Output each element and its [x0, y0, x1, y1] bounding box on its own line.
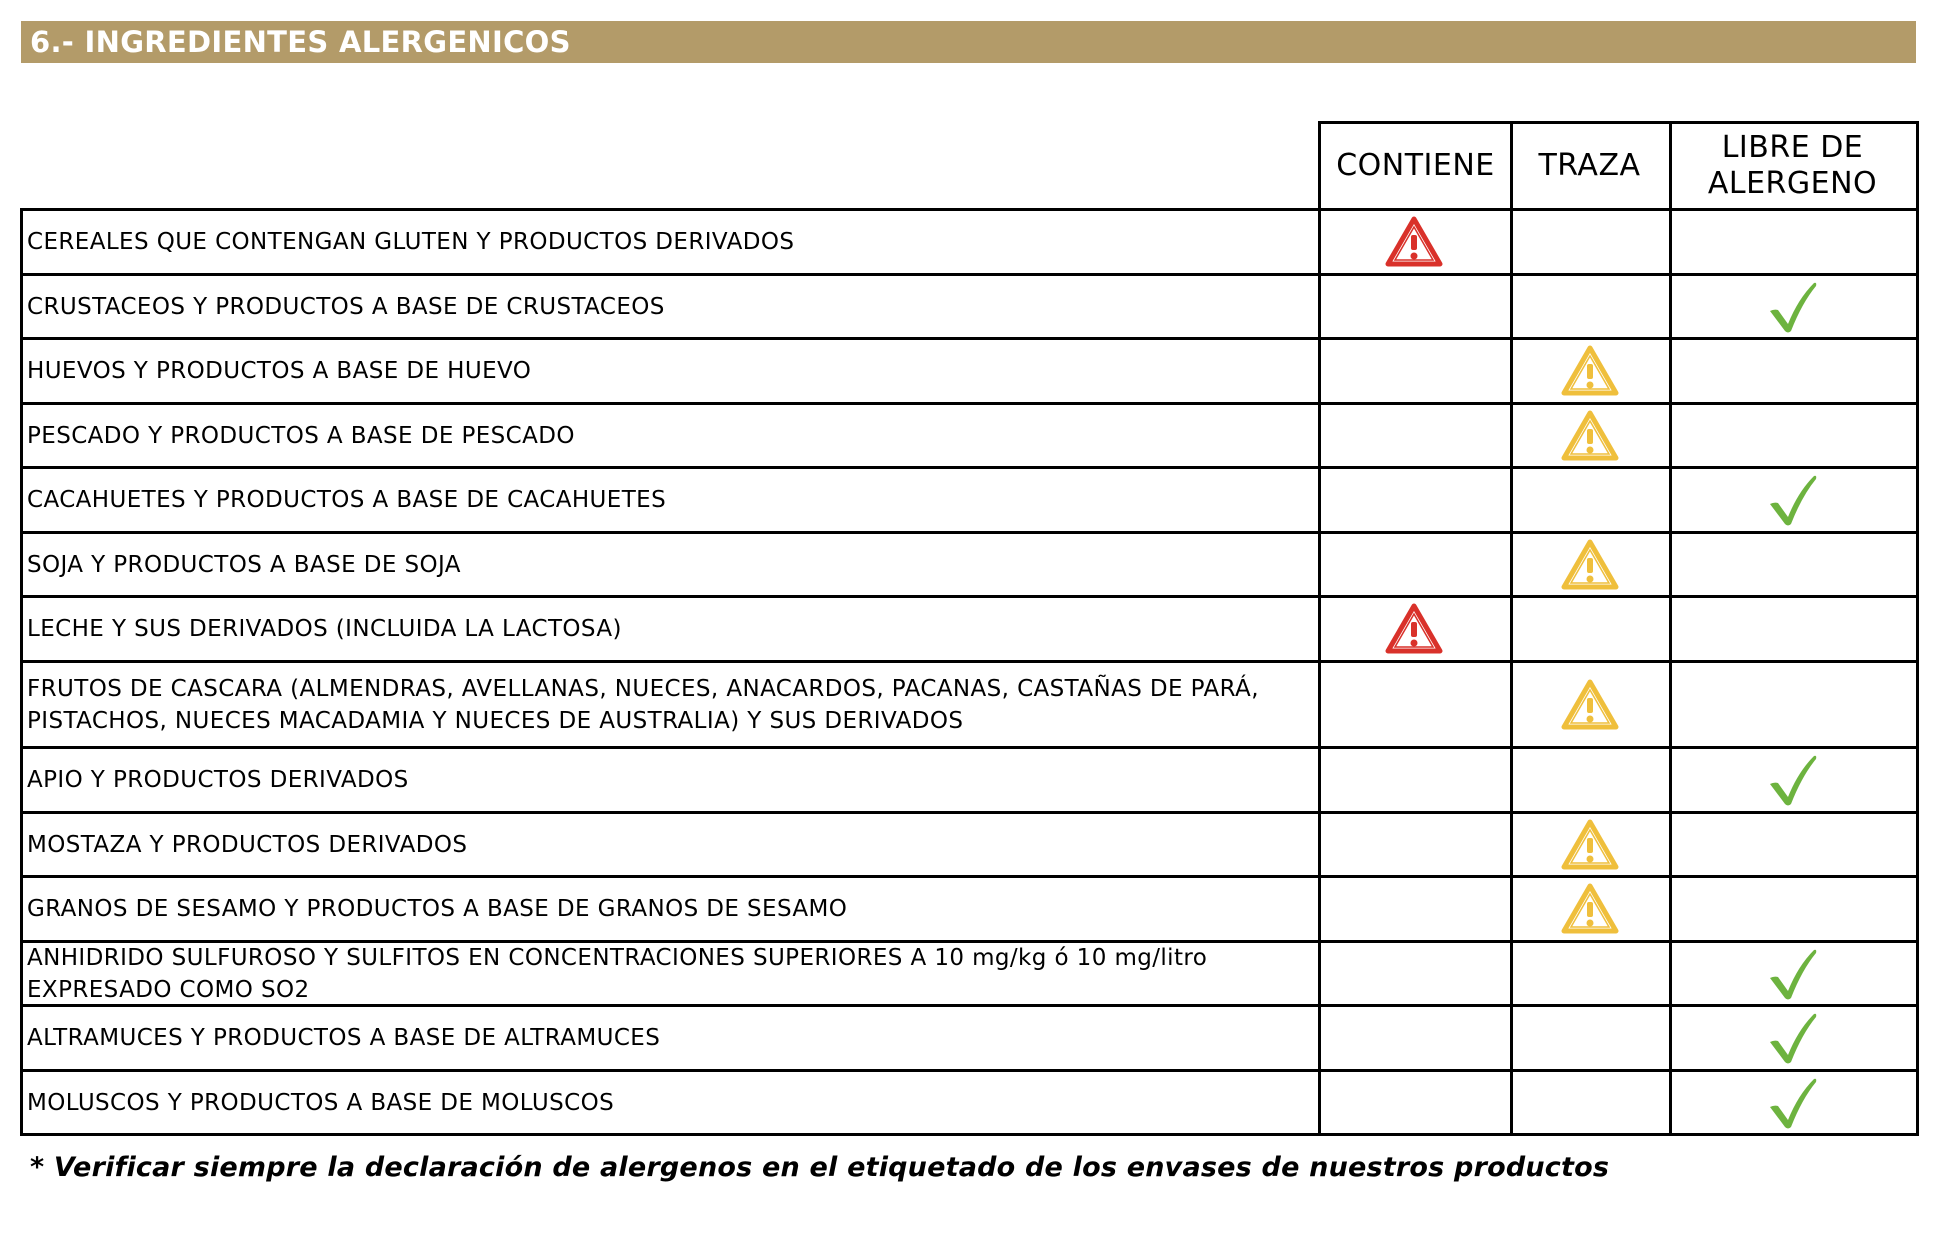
status-cell-traza — [1510, 276, 1672, 340]
allergen-label: FRUTOS DE CASCARA (ALMENDRAS, AVELLANAS, NUECES, ANACARDOS, PACANAS, CASTAÑAS DE PARÁ, PISTACHOS, NUECES MACADAMIA Y NUECES DE AUSTRALIA) Y SUS DERIVADOS — [20, 663, 1321, 749]
warning-yellow-icon — [1559, 408, 1621, 464]
status-cell-libre — [1669, 749, 1919, 814]
checkmark-icon — [1766, 279, 1820, 335]
status-cell-libre — [1669, 814, 1919, 878]
warning-red-icon — [1383, 214, 1445, 270]
checkmark-icon — [1766, 946, 1820, 1002]
status-cell-traza — [1510, 598, 1672, 663]
status-cell-contiene — [1318, 340, 1513, 405]
status-cell-traza — [1510, 340, 1672, 405]
status-cell-contiene — [1318, 1007, 1513, 1072]
status-cell-libre — [1669, 534, 1919, 598]
allergen-label: CACAHUETES Y PRODUCTOS A BASE DE CACAHUETES — [20, 469, 1321, 534]
status-cell-traza — [1510, 749, 1672, 814]
checkmark-icon — [1766, 1010, 1820, 1066]
status-cell-traza — [1510, 663, 1672, 749]
status-cell-traza — [1510, 208, 1672, 276]
status-cell-libre — [1669, 276, 1919, 340]
warning-yellow-icon — [1559, 817, 1621, 873]
status-cell-traza — [1510, 814, 1672, 878]
status-cell-libre — [1669, 598, 1919, 663]
status-cell-traza — [1510, 878, 1672, 943]
checkmark-icon — [1766, 1075, 1820, 1131]
allergen-label: SOJA Y PRODUCTOS A BASE DE SOJA — [20, 534, 1321, 598]
status-cell-libre — [1669, 943, 1919, 1007]
warning-red-icon — [1383, 601, 1445, 657]
status-cell-contiene — [1318, 598, 1513, 663]
allergen-label: LECHE Y SUS DERIVADOS (INCLUIDA LA LACTOSA) — [20, 598, 1321, 663]
status-cell-contiene — [1318, 814, 1513, 878]
allergen-label: HUEVOS Y PRODUCTOS A BASE DE HUEVO — [20, 340, 1321, 405]
status-cell-libre — [1669, 405, 1919, 469]
status-cell-libre — [1669, 208, 1919, 276]
status-cell-libre — [1669, 1007, 1919, 1072]
status-cell-traza — [1510, 1072, 1672, 1136]
allergen-label: CRUSTACEOS Y PRODUCTOS A BASE DE CRUSTACEOS — [20, 276, 1321, 340]
allergen-label: MOLUSCOS Y PRODUCTOS A BASE DE MOLUSCOS — [20, 1072, 1321, 1136]
allergen-label: ANHIDRIDO SULFUROSO Y SULFITOS EN CONCENTRACIONES SUPERIORES A 10 mg/kg ó 10 mg/litro EXPRESADO COMO SO2 — [20, 943, 1321, 1007]
status-cell-traza — [1510, 943, 1672, 1007]
allergen-label: CEREALES QUE CONTENGAN GLUTEN Y PRODUCTOS DERIVADOS — [20, 208, 1321, 276]
allergen-label: MOSTAZA Y PRODUCTOS DERIVADOS — [20, 814, 1321, 878]
allergen-label: APIO Y PRODUCTOS DERIVADOS — [20, 749, 1321, 814]
status-cell-contiene — [1318, 749, 1513, 814]
status-cell-libre — [1669, 340, 1919, 405]
allergen-label: GRANOS DE SESAMO Y PRODUCTOS A BASE DE GRANOS DE SESAMO — [20, 878, 1321, 943]
header-libre: LIBRE DE ALERGENO — [1669, 121, 1919, 211]
status-cell-contiene — [1318, 534, 1513, 598]
allergen-label: ALTRAMUCES Y PRODUCTOS A BASE DE ALTRAMUCES — [20, 1007, 1321, 1072]
warning-yellow-icon — [1559, 537, 1621, 593]
footnote: * Verificar siempre la declaración de alergenos en el etiquetado de los envases de nuestros productos — [30, 1152, 1610, 1183]
status-cell-libre — [1669, 878, 1919, 943]
status-cell-contiene — [1318, 208, 1513, 276]
checkmark-icon — [1766, 752, 1820, 808]
status-cell-traza — [1510, 405, 1672, 469]
status-cell-contiene — [1318, 276, 1513, 340]
status-cell-contiene — [1318, 663, 1513, 749]
status-cell-contiene — [1318, 1072, 1513, 1136]
status-cell-traza — [1510, 1007, 1672, 1072]
status-cell-libre — [1669, 663, 1919, 749]
status-cell-contiene — [1318, 469, 1513, 534]
warning-yellow-icon — [1559, 343, 1621, 399]
status-cell-contiene — [1318, 878, 1513, 943]
allergen-label: PESCADO Y PRODUCTOS A BASE DE PESCADO — [20, 405, 1321, 469]
status-cell-libre — [1669, 469, 1919, 534]
section-title: 6.- INGREDIENTES ALERGENICOS — [30, 25, 571, 59]
warning-yellow-icon — [1559, 677, 1621, 733]
warning-yellow-icon — [1559, 881, 1621, 937]
status-cell-traza — [1510, 534, 1672, 598]
status-cell-traza — [1510, 469, 1672, 534]
status-cell-contiene — [1318, 405, 1513, 469]
header-traza: TRAZA — [1510, 121, 1672, 211]
status-cell-libre — [1669, 1072, 1919, 1136]
status-cell-contiene — [1318, 943, 1513, 1007]
checkmark-icon — [1766, 472, 1820, 528]
header-contiene: CONTIENE — [1318, 121, 1513, 211]
